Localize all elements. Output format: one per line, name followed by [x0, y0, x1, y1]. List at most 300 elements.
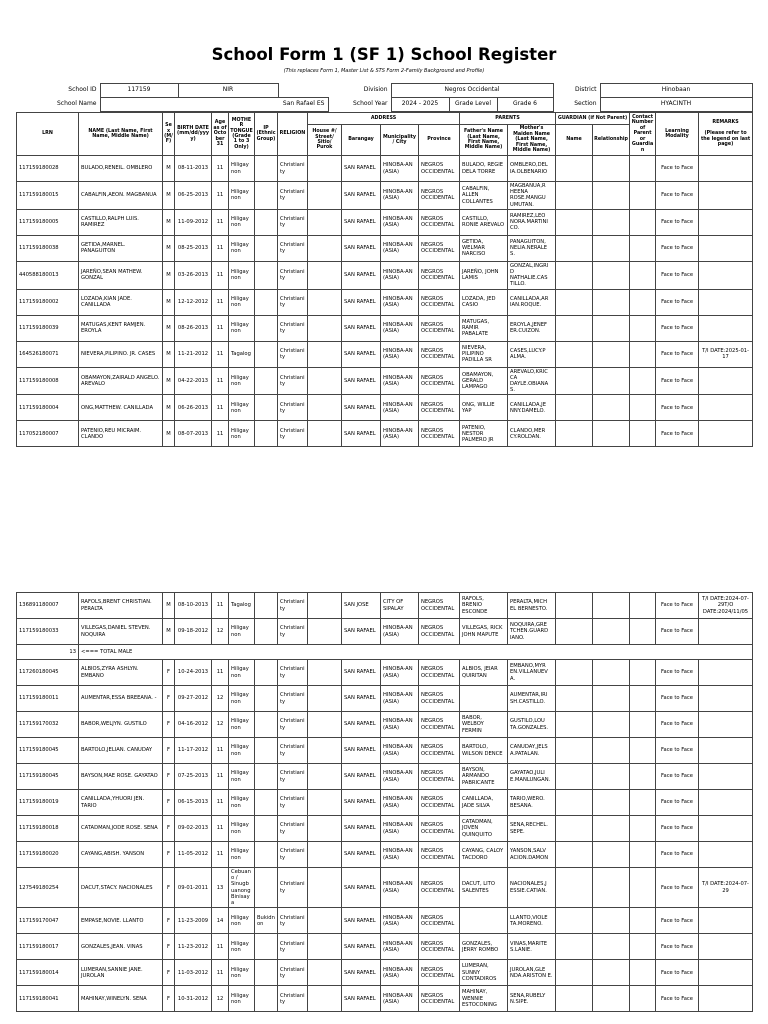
sex-cell: F	[163, 790, 175, 816]
lrn-cell: 117159180011	[17, 686, 79, 712]
sex-cell: F	[163, 908, 175, 934]
student-row	[17, 986, 753, 1012]
mother-name-cell: CANILLADA,JE NNY.DAMELO.	[508, 395, 556, 421]
province-cell: NEGROS OCCIDENTAL	[419, 686, 460, 712]
religion-cell: Christianity	[278, 421, 308, 447]
student-name-cell: BAYSON,MAE ROSE. GAYATAO	[79, 764, 163, 790]
birth-date-cell: 08-25-2013	[175, 235, 212, 261]
guardian-name-header: Name	[556, 125, 593, 156]
contact-number-cell	[630, 712, 656, 738]
lrn-cell: 117052180007	[17, 421, 79, 447]
learning-modality-cell: Face to Face	[656, 421, 699, 447]
learning-modality-cell: Face to Face	[656, 986, 699, 1012]
religion-cell: Christianity	[278, 934, 308, 960]
municipality-cell: HINOBA-AN (ASIA)	[381, 341, 419, 367]
guardian-name-cell	[556, 790, 593, 816]
sex-cell: F	[163, 816, 175, 842]
ip-cell	[255, 421, 278, 447]
mother-tongue-cell: Hiligaynon	[229, 686, 255, 712]
lrn-cell: 117159180005	[17, 209, 79, 235]
father-name-cell: VILLEGAS, RICK JOHN MAPUTE	[460, 619, 508, 645]
guardian-relationship-cell	[593, 619, 630, 645]
barangay-cell: SAN RAFAEL	[342, 315, 381, 341]
barangay-cell: SAN RAFAEL	[342, 686, 381, 712]
lrn-cell: 164526180071	[17, 341, 79, 367]
form-title: School Form 1 (SF 1) School Register	[211, 45, 557, 64]
contact-number-cell	[630, 934, 656, 960]
municipality-cell: HINOBA-AN (ASIA)	[381, 868, 419, 908]
father-name-cell: CATADMAN, JOVEN QUINQUITO	[460, 816, 508, 842]
contact-number-cell	[630, 182, 656, 210]
municipality-cell: HINOBA-AN (ASIA)	[381, 908, 419, 934]
father-name-cell: MATUGAS, RAMIR PABALATE	[460, 315, 508, 341]
barangay-cell: SAN RAFAEL	[342, 816, 381, 842]
learning-modality-cell: Face to Face	[656, 686, 699, 712]
guardian-name-cell	[556, 908, 593, 934]
school-year-label: School Year	[352, 100, 388, 108]
barangay-cell: SAN RAFAEL	[342, 868, 381, 908]
guardian-relationship-cell	[593, 341, 630, 367]
barangay-cell: SAN RAFAEL	[342, 421, 381, 447]
municipality-cell: CITY OF SIPALAY	[381, 593, 419, 619]
ip-cell	[255, 686, 278, 712]
mother-tongue-cell: Hiligaynon	[229, 367, 255, 395]
municipality-cell: HINOBA-AN (ASIA)	[381, 712, 419, 738]
birth-date-cell: 11-09-2012	[175, 209, 212, 235]
house-cell	[308, 960, 342, 986]
learning-modality-cell: Face to Face	[656, 816, 699, 842]
religion-cell: Christianity	[278, 593, 308, 619]
house-cell	[308, 395, 342, 421]
learning-modality-cell: Face to Face	[656, 764, 699, 790]
contact-number-cell	[630, 738, 656, 764]
contact-number-cell	[630, 764, 656, 790]
student-row	[17, 421, 753, 447]
remarks-header	[699, 113, 753, 156]
province-cell: NEGROS OCCIDENTAL	[419, 842, 460, 868]
student-row	[17, 934, 753, 960]
barangay-cell: SAN RAFAEL	[342, 712, 381, 738]
name-header: NAME (Last Name, First Name, Middle Name)	[79, 113, 163, 156]
father-header: Father's Name (Last Name, First Name, Middle Name)	[460, 125, 508, 156]
mother-tongue-cell: Hiligaynon	[229, 934, 255, 960]
guardian-name-cell	[556, 868, 593, 908]
mother-name-cell: CLANDO,MER CY.ROLDAN.	[508, 421, 556, 447]
student-row	[17, 182, 753, 210]
father-name-cell: CABALFIN, ALLEN COLLANTES	[460, 182, 508, 210]
learning-modality-cell: Face to Face	[656, 934, 699, 960]
religion-cell: Christianity	[278, 235, 308, 261]
remarks-note: (Please refer to the legend on last page)	[700, 131, 751, 148]
contact-number-cell	[630, 235, 656, 261]
student-name-cell: CABALFIN,AEON. MAGBANUA	[79, 182, 163, 210]
section-value: HYACINTH	[600, 98, 752, 112]
guardian-name-cell	[556, 986, 593, 1012]
remarks-cell	[699, 712, 753, 738]
lrn-cell: 136891180007	[17, 593, 79, 619]
age-cell: 13	[212, 868, 229, 908]
sex-cell: M	[163, 315, 175, 341]
birth-date-cell: 11-05-2012	[175, 842, 212, 868]
student-row	[17, 315, 753, 341]
age-cell: 11	[212, 395, 229, 421]
religion-cell: Christianity	[278, 289, 308, 315]
ip-cell	[255, 209, 278, 235]
guardian-name-cell	[556, 816, 593, 842]
municipality-cell: HINOBA-AN (ASIA)	[381, 842, 419, 868]
birth-date-cell: 11-03-2012	[175, 960, 212, 986]
barangay-cell: SAN RAFAEL	[342, 738, 381, 764]
remarks-cell	[699, 660, 753, 686]
house-cell	[308, 842, 342, 868]
father-name-cell: RAFOLS, BRENIO ESCONDE	[460, 593, 508, 619]
municipality-cell: HINOBA-AN (ASIA)	[381, 816, 419, 842]
province-cell: NEGROS OCCIDENTAL	[419, 209, 460, 235]
sex-cell: F	[163, 712, 175, 738]
sex-cell: F	[163, 986, 175, 1012]
house-cell	[308, 421, 342, 447]
student-row	[17, 712, 753, 738]
student-name-cell: ONG,MATTHEW. CANILLADA	[79, 395, 163, 421]
student-name-cell: JAREÑO,SEAN MATHEW. GONZAL	[79, 261, 163, 289]
mother-tongue-cell: Hiligaynon	[229, 764, 255, 790]
age-cell: 11	[212, 816, 229, 842]
guardian-relationship-cell	[593, 289, 630, 315]
total-male-count: 13	[17, 645, 79, 660]
province-cell: NEGROS OCCIDENTAL	[419, 261, 460, 289]
student-name-cell: LUMERAN,SANNIE JANE. JUROLAN	[79, 960, 163, 986]
age-cell: 11	[212, 261, 229, 289]
barangay-header: Barangay	[342, 125, 381, 156]
school-year-value: 2024 - 2025	[391, 98, 449, 112]
age-cell: 11	[212, 421, 229, 447]
contact-number-cell	[630, 261, 656, 289]
ip-cell	[255, 790, 278, 816]
birth-date-cell: 08-10-2013	[175, 593, 212, 619]
address-header: ADDRESS	[308, 113, 460, 125]
guardian-relationship-cell	[593, 660, 630, 686]
ip-cell	[255, 764, 278, 790]
student-name-cell: BARTOLO,JELIAN. CANUDAY	[79, 738, 163, 764]
contact-number-cell	[630, 908, 656, 934]
barangay-cell: SAN RAFAEL	[342, 261, 381, 289]
remarks-cell	[699, 182, 753, 210]
contact-number-cell	[630, 395, 656, 421]
province-cell: NEGROS OCCIDENTAL	[419, 738, 460, 764]
contact-number-cell	[630, 816, 656, 842]
student-name-cell: NIEVERA,PILIPINO. JR. CASES	[79, 341, 163, 367]
remarks-cell	[699, 235, 753, 261]
religion-cell: Christianity	[278, 738, 308, 764]
guardian-name-cell	[556, 156, 593, 182]
lrn-cell: 117159180019	[17, 790, 79, 816]
house-cell	[308, 156, 342, 182]
house-cell	[308, 868, 342, 908]
municipality-cell: HINOBA-AN (ASIA)	[381, 764, 419, 790]
contact-header: Contact Number of Parent or Guardian	[630, 113, 656, 156]
barangay-cell: SAN RAFAEL	[342, 289, 381, 315]
learning-modality-cell: Face to Face	[656, 209, 699, 235]
contact-number-cell	[630, 960, 656, 986]
age-cell: 11	[212, 182, 229, 210]
section-label: Section	[574, 100, 597, 108]
birth-date-cell: 12-12-2012	[175, 289, 212, 315]
guardian-relationship-cell	[593, 182, 630, 210]
ip-cell	[255, 738, 278, 764]
learning-modality-cell: Face to Face	[656, 619, 699, 645]
mother-name-cell: JUROLAN,GLE NDA.ARISTON E.	[508, 960, 556, 986]
birth-date-cell: 11-23-2012	[175, 934, 212, 960]
guardian-name-cell	[556, 315, 593, 341]
guardian-name-cell	[556, 619, 593, 645]
municipality-cell: HINOBA-AN (ASIA)	[381, 235, 419, 261]
learning-modality-cell: Face to Face	[656, 289, 699, 315]
guardian-relationship-cell	[593, 209, 630, 235]
lrn-cell: 440588180013	[17, 261, 79, 289]
birth-date-cell: 07-25-2013	[175, 764, 212, 790]
contact-number-cell	[630, 842, 656, 868]
barangay-cell: SAN JOSE	[342, 593, 381, 619]
father-name-cell: BAYSON, ARMANDO PABRICANTE	[460, 764, 508, 790]
sex-cell: M	[163, 261, 175, 289]
student-name-cell: DACUT,STACY. NACIONALES	[79, 868, 163, 908]
mother-tongue-cell: Hiligaynon	[229, 816, 255, 842]
birth-date-cell: 09-02-2013	[175, 816, 212, 842]
sex-cell: F	[163, 868, 175, 908]
guardian-relationship-cell	[593, 261, 630, 289]
contact-number-cell	[630, 790, 656, 816]
remarks-cell	[699, 816, 753, 842]
province-cell: NEGROS OCCIDENTAL	[419, 619, 460, 645]
guardian-relationship-cell	[593, 842, 630, 868]
lrn-cell: 117159180014	[17, 960, 79, 986]
mother-tongue-cell: Hiligaynon	[229, 908, 255, 934]
sex-cell: F	[163, 934, 175, 960]
guardian-name-cell	[556, 738, 593, 764]
mother-name-cell: CANUDAY,JELS A.PATALAN.	[508, 738, 556, 764]
mother-name-cell: EROYLA,JENEF ER.CUIZON.	[508, 315, 556, 341]
religion-cell: Christianity	[278, 156, 308, 182]
father-name-cell: DACUT, LITO SALENTES	[460, 868, 508, 908]
division-value: Negros Occidental	[391, 84, 553, 98]
student-name-cell: ALBIOS,ZYRA ASHLYN. EMBANO	[79, 660, 163, 686]
religion-cell: Christianity	[278, 660, 308, 686]
father-name-cell: BARTOLO, WILSON DENCE	[460, 738, 508, 764]
municipality-cell: HINOBA-AN (ASIA)	[381, 367, 419, 395]
sex-cell: F	[163, 842, 175, 868]
religion-cell: Christianity	[278, 341, 308, 367]
register-table	[16, 112, 753, 447]
father-name-cell: JAREÑO, JOHN LAMIS	[460, 261, 508, 289]
guardian-name-cell	[556, 289, 593, 315]
birth-date-cell: 09-27-2012	[175, 686, 212, 712]
lrn-cell: 117159180041	[17, 986, 79, 1012]
father-name-cell	[460, 686, 508, 712]
student-row	[17, 156, 753, 182]
guardian-relationship-cell	[593, 816, 630, 842]
remarks-cell	[699, 619, 753, 645]
mother-tongue-cell: Hiligaynon	[229, 960, 255, 986]
religion-cell: Christianity	[278, 868, 308, 908]
guardian-name-cell	[556, 686, 593, 712]
ip-cell	[255, 156, 278, 182]
guardian-relationship-cell	[593, 156, 630, 182]
sex-cell: M	[163, 156, 175, 182]
mother-name-cell: NACIONALES,J ESSIE.CATIAN.	[508, 868, 556, 908]
student-name-cell: GONZALES,JEAN. VINAS	[79, 934, 163, 960]
municipality-cell: HINOBA-AN (ASIA)	[381, 986, 419, 1012]
father-name-cell: CANILLADA, JADE SILVA	[460, 790, 508, 816]
guardian-relationship-cell	[593, 790, 630, 816]
house-cell	[308, 289, 342, 315]
student-name-cell: CANILLADA,YHUORI JEN. TARIO	[79, 790, 163, 816]
contact-number-cell	[630, 315, 656, 341]
religion-cell: Christianity	[278, 986, 308, 1012]
contact-number-cell	[630, 421, 656, 447]
district-value: Hinobaan	[600, 84, 752, 98]
student-row	[17, 289, 753, 315]
house-cell	[308, 235, 342, 261]
contact-number-cell	[630, 619, 656, 645]
sex-cell: M	[163, 421, 175, 447]
province-cell: NEGROS OCCIDENTAL	[419, 934, 460, 960]
guardian-name-cell	[556, 182, 593, 210]
guardian-name-cell	[556, 842, 593, 868]
barangay-cell: SAN RAFAEL	[342, 790, 381, 816]
province-cell: NEGROS OCCIDENTAL	[419, 421, 460, 447]
lrn-cell: 117159180039	[17, 315, 79, 341]
contact-number-cell	[630, 686, 656, 712]
birth-date-cell: 04-16-2012	[175, 712, 212, 738]
age-cell: 11	[212, 315, 229, 341]
mother-name-cell: SENA,RUBELY N.SIPE.	[508, 986, 556, 1012]
student-row	[17, 341, 753, 367]
student-name-cell: OBAMAYON,ZAIRALD ANGELO. AREVALO	[79, 367, 163, 395]
age-cell: 12	[212, 712, 229, 738]
sex-cell: M	[163, 593, 175, 619]
age-cell: 11	[212, 790, 229, 816]
house-cell	[308, 686, 342, 712]
student-row	[17, 619, 753, 645]
ip-cell	[255, 261, 278, 289]
ip-cell	[255, 842, 278, 868]
municipality-cell: HINOBA-AN (ASIA)	[381, 686, 419, 712]
lrn-cell: 117159180004	[17, 395, 79, 421]
remarks-cell	[699, 764, 753, 790]
student-row	[17, 686, 753, 712]
house-cell	[308, 367, 342, 395]
remarks-title: REMARKS	[712, 120, 739, 126]
ip-cell	[255, 619, 278, 645]
remarks-cell	[699, 209, 753, 235]
ip-cell	[255, 395, 278, 421]
mother-tongue-cell: Hiligaynon	[229, 315, 255, 341]
guardian-relationship-cell	[593, 986, 630, 1012]
register-body-page2	[17, 593, 753, 1012]
grade-level-value: Grade 6	[497, 98, 553, 112]
student-row	[17, 790, 753, 816]
father-name-cell: BABOR, WELBOY FERMIN	[460, 712, 508, 738]
guardian-name-cell	[556, 341, 593, 367]
mother-tongue-header: MOTHER TONGUE (Grade 1 to 3 Only)	[229, 113, 255, 156]
remarks-cell	[699, 395, 753, 421]
remarks-cell	[699, 908, 753, 934]
student-name-cell: GETIDA,MARNEL. PANAGUITON	[79, 235, 163, 261]
contact-number-cell	[630, 660, 656, 686]
guardian-relationship-cell	[593, 421, 630, 447]
guardian-header: GUARDIAN (if Not Parent)	[556, 113, 630, 125]
birth-date-cell: 09-18-2012	[175, 619, 212, 645]
ip-cell	[255, 235, 278, 261]
municipality-cell: HINOBA-AN (ASIA)	[381, 421, 419, 447]
guardian-name-cell	[556, 712, 593, 738]
father-name-cell: BULADO, REGIE DELA TORRE	[460, 156, 508, 182]
mother-tongue-cell: Hiligaynon	[229, 209, 255, 235]
birth-date-cell: 03-26-2013	[175, 261, 212, 289]
mother-name-cell: AUMENTAR,IRI SH.CASTILLO.	[508, 686, 556, 712]
father-name-cell: OBAMAYON, GERALD LAMPAGO	[460, 367, 508, 395]
lrn-cell: 117159180038	[17, 235, 79, 261]
ip-cell	[255, 934, 278, 960]
religion-cell: Christianity	[278, 182, 308, 210]
birth-date-cell: 08-26-2013	[175, 315, 212, 341]
house-cell	[308, 182, 342, 210]
municipality-cell: HINOBA-AN (ASIA)	[381, 619, 419, 645]
school-id-value: 117159	[100, 84, 178, 98]
mother-name-cell: NOQUIRA,GRE TCHEN.GUARD IANO.	[508, 619, 556, 645]
province-cell: NEGROS OCCIDENTAL	[419, 986, 460, 1012]
student-row	[17, 908, 753, 934]
house-cell	[308, 261, 342, 289]
house-cell	[308, 738, 342, 764]
mother-name-cell: TARIO,WERO. BESANA.	[508, 790, 556, 816]
municipality-cell: HINOBA-AN (ASIA)	[381, 182, 419, 210]
guardian-relationship-cell	[593, 235, 630, 261]
province-cell: NEGROS OCCIDENTAL	[419, 790, 460, 816]
learning-modality-cell: Face to Face	[656, 790, 699, 816]
school-info-table	[16, 83, 753, 112]
lrn-cell: 117260180045	[17, 660, 79, 686]
province-cell: NEGROS OCCIDENTAL	[419, 593, 460, 619]
student-row	[17, 261, 753, 289]
parents-header: PARENTS	[460, 113, 556, 125]
student-name-cell: BULADO,RENEIL. OMBLERO	[79, 156, 163, 182]
birth-date-cell: 06-15-2013	[175, 790, 212, 816]
contact-number-cell	[630, 593, 656, 619]
house-cell	[308, 209, 342, 235]
sex-header: Sex (M/F)	[163, 113, 175, 156]
student-row	[17, 395, 753, 421]
student-row	[17, 842, 753, 868]
province-cell: NEGROS OCCIDENTAL	[419, 908, 460, 934]
birth-date-cell: 06-25-2013	[175, 182, 212, 210]
mother-tongue-cell: Hiligaynon	[229, 235, 255, 261]
guardian-name-cell	[556, 261, 593, 289]
age-cell: 11	[212, 934, 229, 960]
religion-cell: Christianity	[278, 764, 308, 790]
guardian-name-cell	[556, 764, 593, 790]
guardian-relationship-cell	[593, 593, 630, 619]
municipality-cell: HINOBA-AN (ASIA)	[381, 289, 419, 315]
barangay-cell: SAN RAFAEL	[342, 235, 381, 261]
lrn-cell: 117159180017	[17, 934, 79, 960]
province-header: Province	[419, 125, 460, 156]
grade-level-label: Grade Level	[449, 98, 497, 112]
remarks-cell	[699, 842, 753, 868]
modality-header: Learning Modality	[656, 113, 699, 156]
religion-header: RELIGION	[278, 113, 308, 156]
sex-cell: M	[163, 367, 175, 395]
